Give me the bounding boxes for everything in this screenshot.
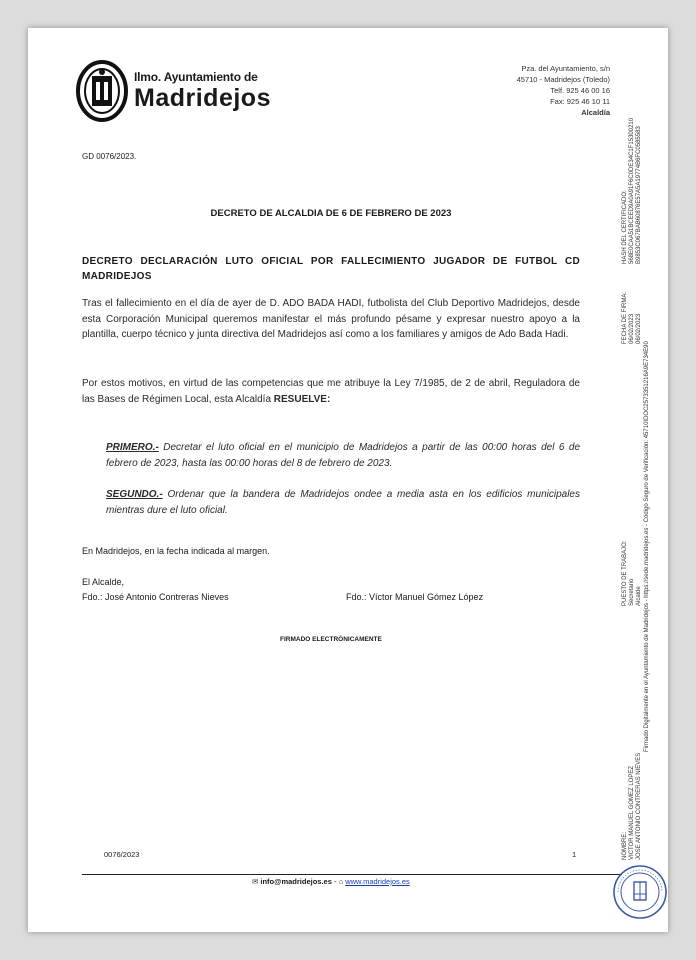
signer-2: Fdo.: Víctor Manuel Gómez López: [346, 592, 484, 602]
closing-line: En Madridejos, en la fecha indicada al margen.: [82, 546, 270, 556]
margin-value: Secretario: [629, 578, 635, 606]
department-label: Alcaldía: [581, 108, 610, 117]
address-line: 45710 - Madridejos (Toledo): [516, 75, 610, 84]
resolution-item: [106, 487, 580, 518]
margin-label: FECHA DE FIRMA:: [622, 291, 628, 344]
resolution-lead: PRIMERO.-: [106, 442, 159, 453]
margin-value: 06/02/2023: [636, 313, 642, 344]
email-link[interactable]: info@madridejos.es: [260, 877, 332, 886]
page-number: 1: [572, 850, 577, 859]
document-page: [28, 28, 668, 932]
margin-value: 568E0CAA51BCEED9A0A91F6C0DE34C1F15300210: [629, 117, 635, 264]
signer-1: Fdo.: José Antonio Contreras Nieves: [82, 592, 229, 602]
margin-value: Alcalde: [636, 586, 642, 606]
coat-of-arms-icon: [76, 60, 128, 122]
entity-name: Madridejos: [134, 84, 271, 112]
official-seal-icon: [612, 864, 668, 920]
margin-label: HASH DEL CERTIFICADO:: [622, 190, 628, 264]
margin-label: NOMBRE:: [622, 831, 628, 860]
margin-value: VICTOR MANUEL GOMEZ LOPEZ: [629, 765, 635, 860]
decree-title: DECRETO DE ALCALDIA DE 6 DE FEBRERO DE 2023: [210, 208, 452, 219]
footer-separator: -: [333, 877, 339, 886]
resolution-lead: SEGUNDO.-: [106, 489, 163, 500]
body-paragraph-1: Tras el fallecimiento en el día de ayer de D. ADO BADA HADI, futbolista del Club Deportivo Madridejos, desde esta Corporación Municipal queremos manifestar el más profundo pésame y expresar nuestro apoyo a la plantilla, cuerpo técnico y junta directiva del Madridejos así como a los familiares y amigos de Ado Bada Hadi.: [82, 298, 580, 340]
margin-value: B9853C067BAB60876E57A5A19774B6FC0585583: [636, 126, 642, 264]
document-reference: GD 0076/2023.: [82, 152, 137, 161]
phone-line: Telf. 925 46 00 16: [550, 86, 610, 95]
margin-value: 06/02/2023: [629, 313, 635, 344]
paragraph-text: Por estos motivos, en virtud de las competencias que me atribuye la Ley 7/1985, de 2 de abril, Reguladora de las Bases de Régimen Local, esta Alcaldía: [82, 378, 580, 405]
address-block: [517, 63, 610, 118]
document-number: 0076/2023: [104, 850, 140, 859]
home-icon: ⌂: [338, 877, 344, 886]
page-footer: [252, 877, 410, 886]
margin-value: JOSE ANTONIO CONTRERAS NIEVES: [636, 752, 642, 860]
resolution-text: Decretar el luto oficial en el municipio de Madridejos a partir de las 00:00 horas del 6 de febrero de 2023, hasta las 00:00 horas del 8 de febrero de 2023.: [106, 442, 580, 469]
website-link[interactable]: www.madridejos.es: [345, 877, 410, 886]
verification-line: Firmado Digitalmente en el Ayuntamiento de Madridejos - https://sede.madridejos.es - Código Seguro de Verificación: 45710IDOC2573351216A9E734E90: [644, 341, 650, 752]
envelope-icon: ✉: [252, 877, 259, 886]
resolution-item: [106, 440, 580, 471]
address-line: Pza. del Ayuntamiento, s/n: [521, 64, 610, 73]
e-signed-label: FIRMADO ELECTRÓNICAMENTE: [280, 636, 382, 643]
signer-role: El Alcalde,: [82, 577, 125, 587]
resolution-text: Ordenar que la bandera de Madridejos ondee a media asta en los edificios municipales mientras dure el luto oficial.: [106, 489, 580, 516]
resuelve-label: RESUELVE:: [273, 393, 331, 405]
entity-name-small: Ilmo. Ayuntamiento de: [134, 70, 258, 84]
footer-divider: [82, 874, 622, 875]
body-paragraph-2: [82, 376, 580, 407]
decree-subject: DECRETO DECLARACIÓN LUTO OFICIAL POR FALLECIMIENTO JUGADOR DE FUTBOL CD MADRIDEJOS: [82, 256, 580, 282]
fax-line: Fax: 925 46 10 11: [550, 97, 610, 106]
margin-label: PUESTO DE TRABAJO:: [622, 540, 628, 606]
